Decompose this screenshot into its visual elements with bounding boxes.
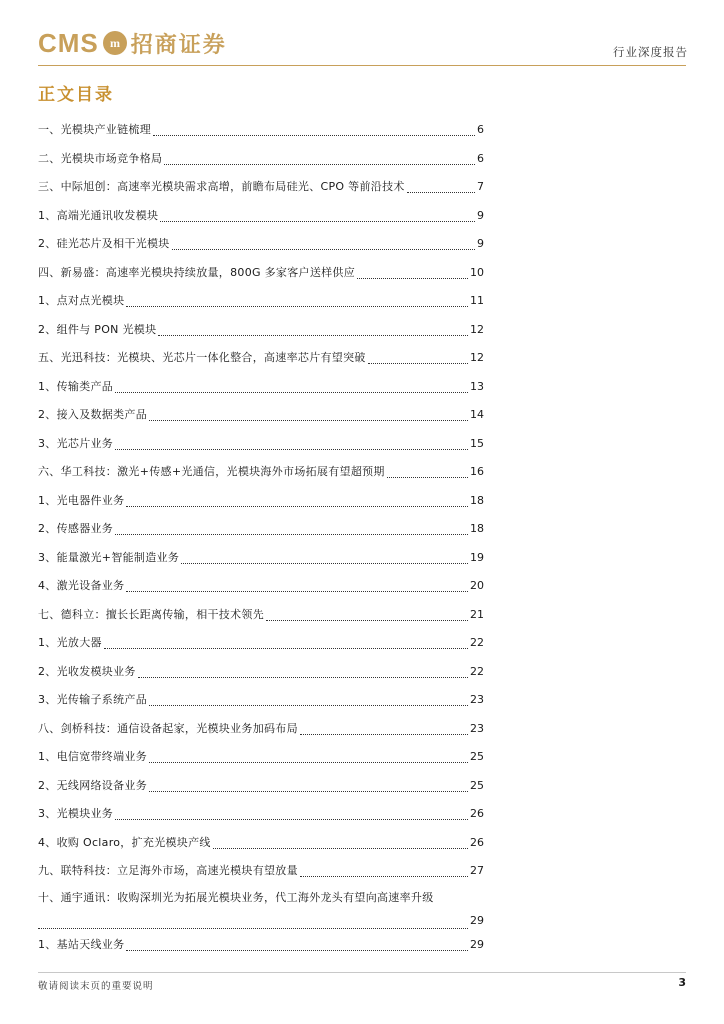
toc-entry[interactable]: 九、联特科技：立足海外市场，高速光模块有望放量 27	[38, 860, 484, 889]
toc-entry[interactable]: 4、激光设备业务 20	[38, 575, 484, 604]
toc-entry[interactable]: 1、光电器件业务 18	[38, 490, 484, 519]
toc-entry[interactable]: 1、高端光通讯收发模块 9	[38, 205, 484, 234]
toc-entry[interactable]: 二、光模块市场竞争格局 6	[38, 148, 484, 177]
report-type-label: 行业深度报告	[613, 45, 688, 59]
toc-entry[interactable]: 2、接入及数据类产品 14	[38, 404, 484, 433]
toc-entry[interactable]: 五、光迅科技：光模块、光芯片一体化整合，高速率芯片有望突破 12	[38, 347, 484, 376]
toc-entry[interactable]: 1、传输类产品 13	[38, 376, 484, 405]
toc-entry[interactable]: 3、光传输子系统产品 23	[38, 689, 484, 718]
footer-divider	[38, 972, 686, 973]
toc-entry[interactable]: 1、电信宽带终端业务 25	[38, 746, 484, 775]
logo-mark-letter: m	[109, 36, 120, 50]
toc-entry[interactable]: 七、德科立：擅长长距离传输，相干技术领先 21	[38, 604, 484, 633]
toc-entry[interactable]: 3、光模块业务 26	[38, 803, 484, 832]
toc-entry[interactable]: 4、收购 Oclaro，扩充光模块产线 26	[38, 832, 484, 861]
toc-entry[interactable]: 1、点对点光模块 11	[38, 290, 484, 319]
toc-entry[interactable]: 四、新易盛：高速率光模块持续放量，800G 多家客户送样供应 10	[38, 262, 484, 291]
toc-entry[interactable]: 1、基站天线业务 29	[38, 934, 484, 963]
toc-entry[interactable]: 十、通宇通讯：收购深圳光为拓展光模块业务，代工海外龙头有望向高速率升级 29	[38, 890, 484, 927]
toc-entry[interactable]: 2、硅光芯片及相干光模块 9	[38, 233, 484, 262]
logo-mark-icon	[103, 31, 127, 55]
toc-entry[interactable]: 1、光放大器 22	[38, 632, 484, 661]
toc-entry[interactable]: 2、传感器业务 18	[38, 518, 484, 547]
header-divider	[38, 65, 686, 66]
page-header	[38, 22, 688, 66]
toc-entry[interactable]: 2、无线网络设备业务 25	[38, 775, 484, 804]
toc-entry[interactable]: 六、华工科技：激光+传感+光通信，光模块海外市场拓展有望超预期 16	[38, 461, 484, 490]
toc-entry[interactable]: 2、组件与 PON 光模块 12	[38, 319, 484, 348]
toc-entry[interactable]: 八、剑桥科技：通信设备起家，光模块业务加码布局 23	[38, 718, 484, 747]
logo-company-name: 招商证券	[130, 32, 227, 58]
toc-title: 正文目录	[38, 85, 114, 105]
toc-entry[interactable]: 2、光收发模块业务 22	[38, 661, 484, 690]
toc-entry[interactable]: 三、中际旭创：高速率光模块需求高增，前瞻布局硅光、CPO 等前沿技术 7	[38, 176, 484, 205]
toc-entry[interactable]: 3、能量激光+智能制造业务 19	[38, 547, 484, 576]
table-of-contents	[38, 119, 484, 962]
page-number: 3	[678, 976, 686, 989]
toc-entry[interactable]: 一、光模块产业链梳理 6	[38, 119, 484, 148]
toc-entry[interactable]: 3、光芯片业务 15	[38, 433, 484, 462]
logo-cms-text: CMS	[38, 27, 99, 58]
cms-logo	[38, 26, 227, 60]
footer-disclaimer: 敬请阅读末页的重要说明	[38, 981, 154, 992]
